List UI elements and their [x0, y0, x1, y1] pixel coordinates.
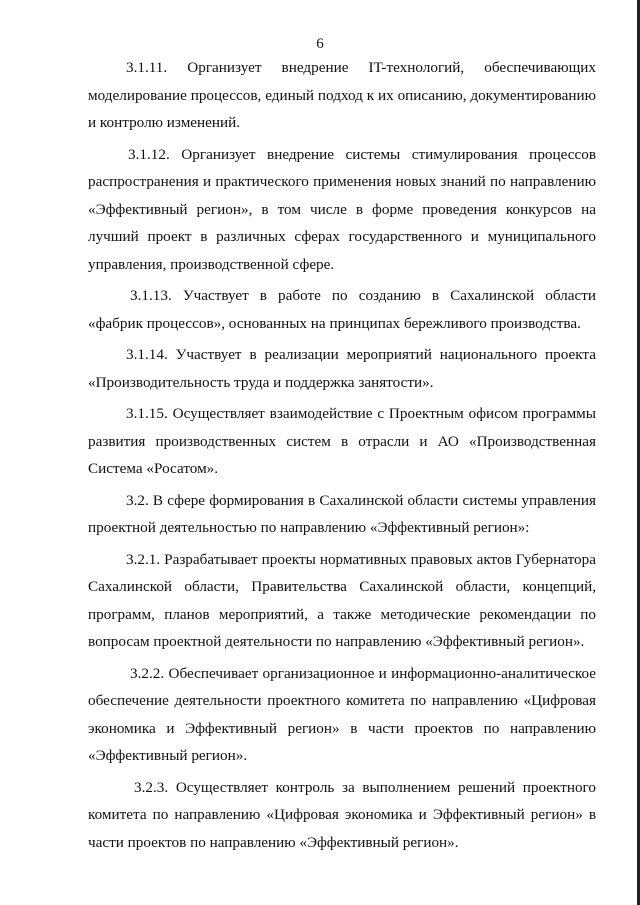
- clause-3-1-11: 3.1.11. Организует внедрение IT-технологий, обеспечивающих моделирование процессов, единый подход к их описанию, документированию и контролю изменений.: [88, 59, 596, 131]
- clause-3-2-1: 3.2.1. Разрабатывает проекты нормативных правовых актов Губернатора Сахалинской области, Правительства Сахалинской области, концепций, программ, планов мероприятий, а также методические рекомендации по вопросам проектной деятельности по направлению «Эффективный регион».: [88, 550, 596, 650]
- clause-3-2: 3.2. В сфере формирования в Сахалинской области системы управления проектной деятельностью по направлению «Эффективный регион»:: [88, 491, 596, 536]
- clause-3-2-3: 3.2.3. Осуществляет контроль за выполнением решений проектного комитета по направлению «Цифровая экономика и Эффективный регион» в части проектов по направлению «Эффективный регион».: [88, 778, 596, 851]
- clause-3-1-13: 3.1.13. Участвует в работе по созданию в Сахалинской области «фабрик процессов», основанных на принципах бережливого производства.: [88, 287, 596, 332]
- clause-3-2-2: 3.2.2. Обеспечивает организационное и информационно-аналитическое обеспечение деятельности проектного комитета по направлению «Цифровая экономика и Эффективный регион» в части проектов по направлению «Эффективный регион».: [88, 664, 596, 764]
- clause-3-1-14: 3.1.14. Участвует в реализации мероприятий национального проекта «Производительность труда и поддержка занятости».: [88, 346, 596, 391]
- clause-3-1-15: 3.1.15. Осуществляет взаимодействие с Проектным офисом программы развития производственных систем в отрасли и АО «Производственная Система «Росатом».: [88, 405, 596, 477]
- clause-3-1-12: 3.1.12. Организует внедрение системы стимулирования процессов распространения и практического применения новых знаний по направлению «Эффективный регион», в том числе в форме проведения конкурсов на лучший проект в различных сферах государственного и муниципального управления, производственной сфере.: [88, 145, 596, 273]
- page-number: 6: [316, 36, 324, 52]
- document-body: [88, 54, 596, 860]
